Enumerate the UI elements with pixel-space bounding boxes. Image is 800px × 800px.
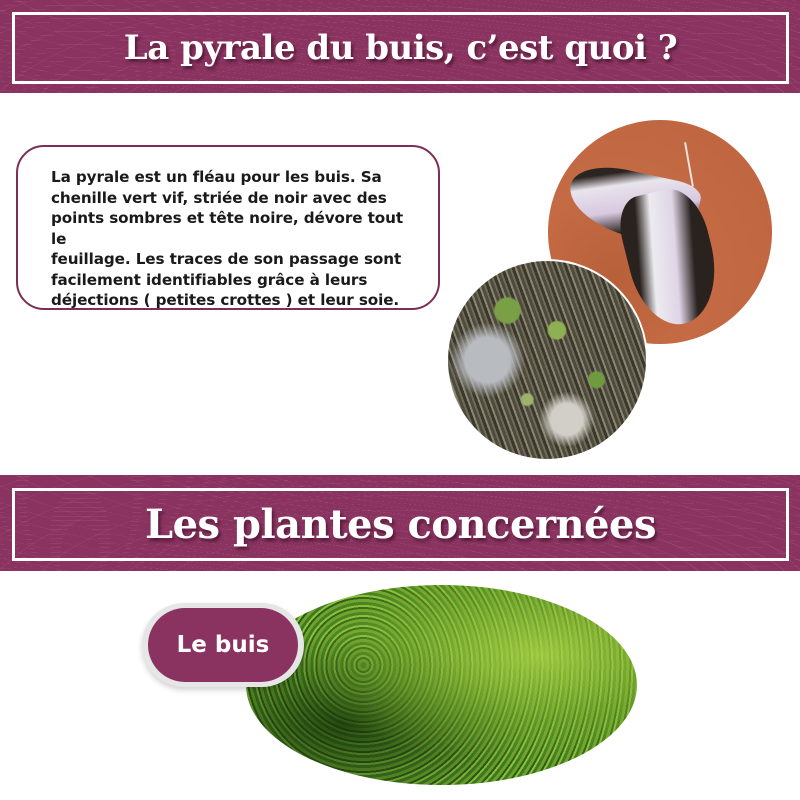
plant-label-badge xyxy=(142,603,304,687)
boxwood-hedge-photo xyxy=(246,585,637,785)
description-box xyxy=(16,145,440,310)
description-line: La pyrale est un fléau pour les buis. Sa xyxy=(51,168,382,186)
description-line: facilement identifiables grâce à leurs xyxy=(51,270,368,289)
section-title: La pyrale du buis, c’est quoi ? xyxy=(123,28,678,68)
section-banner-plantes xyxy=(0,475,800,571)
description-line: déjections ( petites crottes ) et leur soie. xyxy=(51,291,400,309)
section-banner-pyrale xyxy=(0,0,800,93)
description-line: chenille vert vif, striée de noir avec des xyxy=(51,188,387,207)
description-line: points sombres et tête noire, dévore tout le xyxy=(51,209,404,248)
plant-label-pill xyxy=(148,608,298,682)
description-line: feuillage. Les traces de son passage sont xyxy=(51,250,402,268)
section-title: Les plantes concernées xyxy=(144,501,657,548)
web-damage-photo xyxy=(446,259,648,461)
banner-frame xyxy=(12,488,789,561)
banner-frame xyxy=(12,12,789,84)
plant-label: Le buis xyxy=(176,632,270,658)
moth-antenna xyxy=(684,142,694,187)
